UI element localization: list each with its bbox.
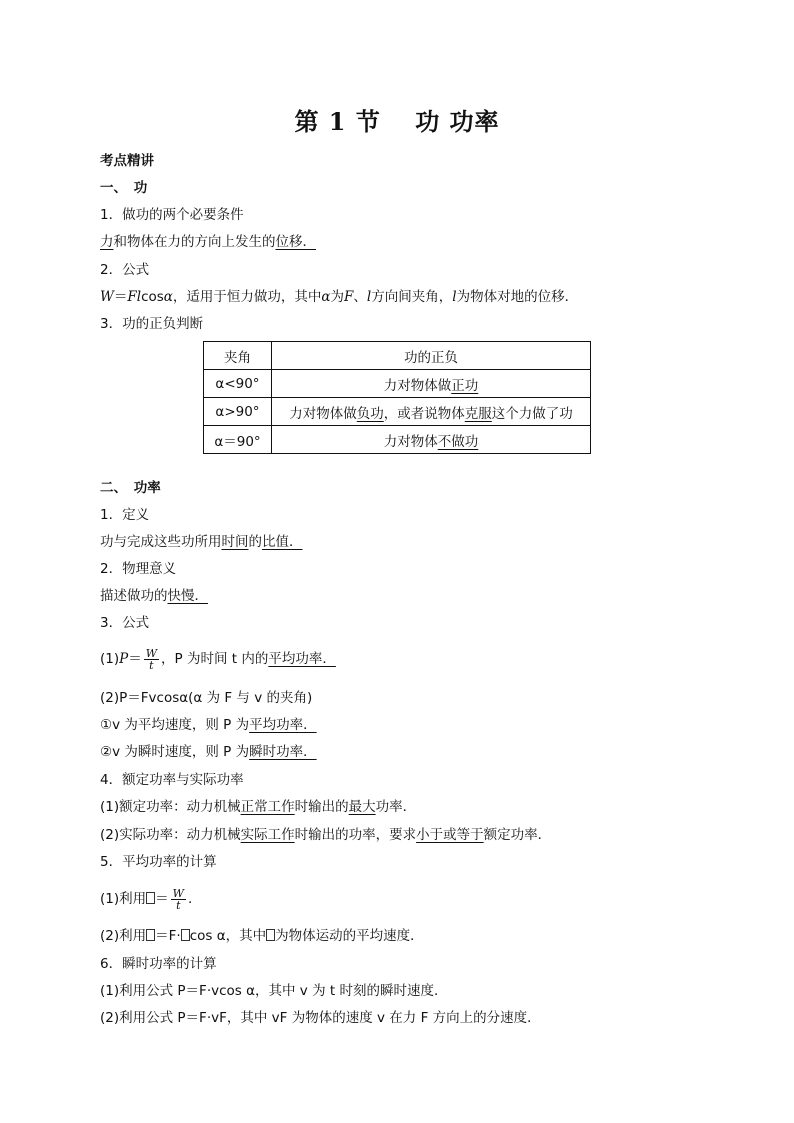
text: (1)额定功率：动力机械	[100, 799, 241, 815]
sec2-item4: 4．额定功率与实际功率	[100, 772, 244, 788]
text: (1)	[100, 651, 120, 667]
missing-symbol-box	[266, 929, 275, 941]
text: ，或者说物体	[383, 405, 465, 422]
power-formula-2a	[100, 716, 317, 734]
text: 时输出的	[294, 799, 349, 815]
page-title: 第 1 节 功 功率	[294, 107, 500, 136]
table-header-cell: 功的正负	[272, 342, 591, 370]
sign-cell	[272, 398, 591, 426]
denominator: t	[176, 898, 181, 912]
symbol-Fl: Fl	[127, 289, 142, 305]
denominator: t	[149, 658, 154, 672]
text: ，适用于恒力做功，其中	[172, 289, 322, 305]
angle-cell: α＝90°	[204, 426, 272, 454]
missing-symbol-box	[181, 929, 190, 941]
work-formula-line	[100, 288, 578, 306]
text: 为物体运动的平均速度．	[275, 928, 424, 944]
underline: 正功	[451, 377, 479, 394]
underline: 比值．	[262, 534, 303, 550]
missing-symbol-box	[146, 929, 155, 941]
power-formula-2: (2)P＝Fvcosα(α 为 F 与 v 的夹角)	[100, 690, 313, 706]
sec1-item3: 3．功的正负判断	[100, 316, 204, 332]
text: 、	[353, 289, 367, 305]
fraction-W-over-t	[171, 888, 186, 911]
underline: 小于或等于	[416, 827, 484, 843]
missing-symbol-box	[146, 892, 155, 904]
text: .	[187, 891, 193, 907]
text: 功率．	[375, 799, 417, 815]
underline: 克服	[464, 405, 492, 422]
equals: ＝	[155, 891, 169, 907]
equals: ＝F·	[155, 928, 181, 944]
table-row	[204, 398, 591, 426]
sec1-item2: 2．公式	[100, 262, 150, 278]
underline-force: 力	[100, 234, 114, 250]
power-formula-1	[100, 646, 336, 672]
sec2-item5: 5．平均功率的计算	[100, 854, 217, 870]
sec1-item1-text	[100, 233, 316, 251]
table-row	[204, 370, 591, 398]
angle-cell: α<90°	[204, 370, 272, 398]
equals: ＝	[113, 289, 128, 305]
underline-displacement: 位移．	[275, 234, 316, 250]
text: 为	[330, 289, 345, 305]
text: (1)利用	[100, 891, 147, 907]
text: 力对物体做	[289, 405, 357, 422]
sec2-item6: 6．瞬时功率的计算	[100, 956, 217, 972]
avg-power-formula-2	[100, 927, 424, 945]
sec2-item3: 3．公式	[100, 615, 150, 631]
power-formula-2b	[100, 743, 317, 761]
numerator: W	[172, 886, 184, 900]
symbol-P: P	[119, 651, 129, 667]
angle-cell: α>90°	[204, 398, 272, 426]
text: 方向间夹角，	[371, 289, 453, 305]
text: 为物体对地的位移．	[456, 289, 579, 305]
text: 时输出的功率，要求	[294, 827, 417, 843]
cos: cos	[141, 289, 164, 305]
text: 这个力做了功	[491, 405, 573, 422]
text: 力对物体	[383, 433, 438, 450]
sign-cell	[272, 426, 591, 454]
symbol-l: l	[452, 289, 457, 305]
table-header-row	[204, 342, 591, 370]
sec2-item1: 1．定义	[100, 507, 150, 523]
actual-power-line	[100, 826, 551, 844]
section2-heading: 二、 功率	[100, 480, 161, 496]
sec2-item2: 2．物理意义	[100, 561, 177, 577]
equals: ＝	[128, 651, 142, 667]
definition-line	[100, 533, 303, 551]
section-heading-kaodian: 考点精讲	[100, 153, 154, 169]
underline: 不做功	[437, 433, 479, 450]
text: 额定功率．	[483, 827, 552, 843]
sec1-item1: 1．做功的两个必要条件	[100, 207, 244, 223]
rated-power-line	[100, 798, 416, 816]
section1-heading: 一、 功	[100, 180, 148, 196]
symbol-alpha: α	[321, 289, 331, 305]
symbol-alpha: α	[163, 289, 173, 305]
symbol-l: l	[366, 289, 372, 305]
text: 描述做功的	[100, 588, 168, 604]
text: 功与完成这些功所用	[100, 534, 222, 550]
underline: 时间	[221, 534, 249, 550]
avg-power-formula-1	[100, 886, 192, 912]
underline: 平均功率．	[268, 651, 336, 667]
sign-cell	[272, 370, 591, 398]
underline: 实际工作	[240, 827, 295, 843]
text: ①v 为平均速度，则 P 为	[100, 717, 250, 733]
text: ②v 为瞬时速度，则 P 为	[100, 744, 250, 760]
table-row	[204, 426, 591, 454]
work-sign-table	[203, 341, 591, 454]
underline: 负功	[356, 405, 384, 422]
table-header-cell: 夹角	[204, 342, 272, 370]
text: (2)实际功率：动力机械	[100, 827, 241, 843]
underline: 正常工作	[240, 799, 295, 815]
symbol-F: F	[344, 289, 354, 305]
underline: 平均功率．	[249, 717, 317, 733]
text: 力对物体做	[383, 377, 452, 394]
inst-power-formula-1: (1)利用公式 P＝F·vcos α，其中 v 为 t 时刻的瞬时速度．	[100, 983, 448, 999]
text: (2)利用	[100, 928, 147, 944]
underline: 快慢．	[167, 588, 208, 604]
inst-power-formula-2: (2)利用公式 P＝F·vF，其中 vF 为物体的速度 v 在力 F 方向上的分速度．	[100, 1010, 541, 1026]
text: 和物体在力的方向上发生的	[113, 234, 276, 250]
fraction-W-over-t	[144, 648, 159, 671]
text: cos α，其中	[189, 928, 267, 944]
numerator: W	[145, 646, 158, 660]
underline: 最大	[348, 799, 376, 815]
symbol-W: W	[100, 289, 114, 305]
meaning-line	[100, 587, 208, 605]
text: 的	[248, 534, 262, 550]
underline: 瞬时功率．	[249, 744, 317, 760]
text: ，P 为时间 t 内的	[161, 651, 269, 667]
